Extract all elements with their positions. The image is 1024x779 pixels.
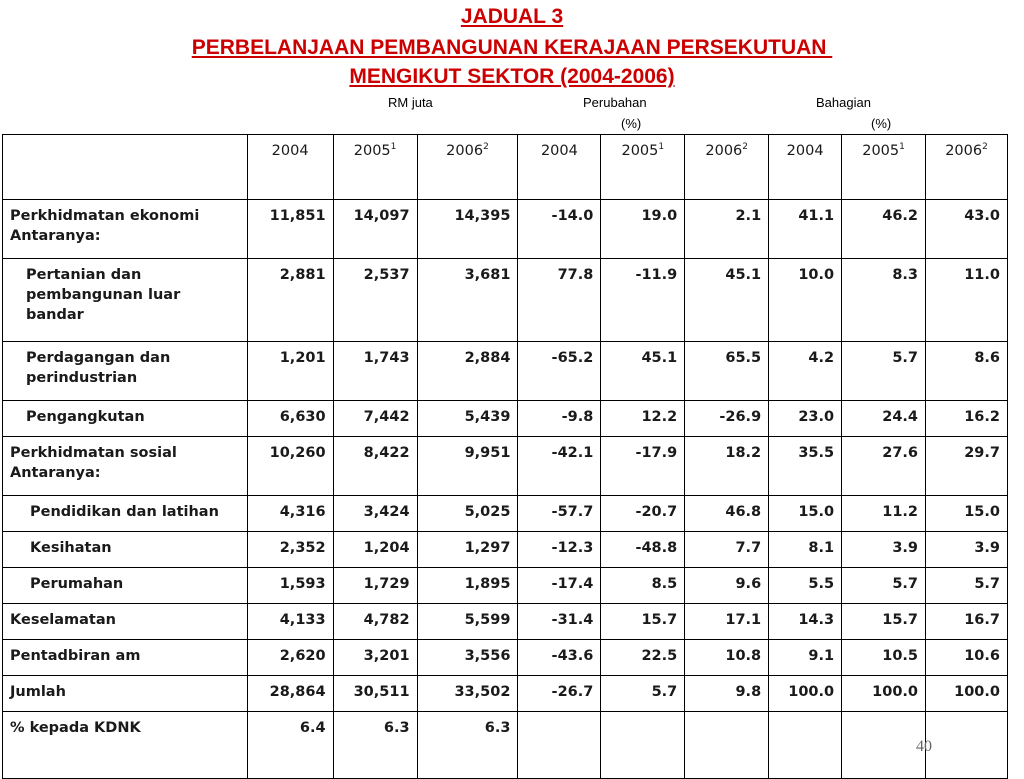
value-cell: 14,097 <box>333 200 417 259</box>
value-cell: 35.5 <box>769 437 842 496</box>
table-row <box>3 676 1008 712</box>
value-cell: 2,352 <box>247 532 333 568</box>
value-cell: 3,201 <box>333 640 417 676</box>
value-cell: -11.9 <box>601 259 685 342</box>
column-header-footnote: 1 <box>899 142 905 153</box>
value-cell: 100.0 <box>926 676 1008 712</box>
column-header-year: 2006 <box>945 143 983 159</box>
value-cell: 3.9 <box>926 532 1008 568</box>
table-row <box>3 604 1008 640</box>
value-cell: 9.1 <box>769 640 842 676</box>
value-cell: 10.8 <box>685 640 769 676</box>
value-cell: 18.2 <box>685 437 769 496</box>
rm-juta-label: RM juta <box>388 95 433 110</box>
value-cell: 11.0 <box>926 259 1008 342</box>
column-header-year: 2005 <box>353 143 391 159</box>
value-cell: -20.7 <box>601 496 685 532</box>
value-cell: 29.7 <box>926 437 1008 496</box>
column-header-year: 2004 <box>271 143 309 159</box>
bahagian-label: Bahagian <box>816 95 871 110</box>
table-subtitle-line2: MENGIKUT SEKTOR (2004-2006) <box>349 65 675 88</box>
row-label: % kepada KDNK <box>10 720 141 736</box>
value-cell: 17.1 <box>685 604 769 640</box>
value-cell: 16.2 <box>926 401 1008 437</box>
row-label-cell <box>3 342 248 401</box>
row-label-cell <box>3 568 248 604</box>
value-cell: 5.7 <box>926 568 1008 604</box>
value-cell: 2,620 <box>247 640 333 676</box>
table-row <box>3 712 1008 779</box>
table-row <box>3 401 1008 437</box>
row-label-cell <box>3 496 248 532</box>
value-cell: 43.0 <box>926 200 1008 259</box>
value-cell: 8,422 <box>333 437 417 496</box>
value-cell: 100.0 <box>769 676 842 712</box>
table-row <box>3 496 1008 532</box>
value-cell: -57.7 <box>518 496 601 532</box>
value-cell: -42.1 <box>518 437 601 496</box>
row-label-cell <box>3 640 248 676</box>
value-cell: 4,782 <box>333 604 417 640</box>
column-header <box>333 135 417 200</box>
row-label: Pentadbiran am <box>10 648 141 664</box>
value-cell: -48.8 <box>601 532 685 568</box>
value-cell: -26.7 <box>518 676 601 712</box>
value-cell: -12.3 <box>518 532 601 568</box>
value-cell <box>685 712 769 779</box>
value-cell: -31.4 <box>518 604 601 640</box>
row-label-cell <box>3 676 248 712</box>
column-header <box>247 135 333 200</box>
table-title: JADUAL 3 <box>460 5 564 28</box>
value-cell: 14.3 <box>769 604 842 640</box>
value-cell: 15.7 <box>842 604 926 640</box>
row-label: Pengangkutan <box>26 409 145 425</box>
value-cell: -9.8 <box>518 401 601 437</box>
value-cell: 5,439 <box>417 401 518 437</box>
value-cell: 5,599 <box>417 604 518 640</box>
value-cell: 2.1 <box>685 200 769 259</box>
value-cell: 45.1 <box>601 342 685 401</box>
value-cell: 24.4 <box>842 401 926 437</box>
column-header <box>926 135 1008 200</box>
row-label-cell <box>3 532 248 568</box>
perubahan-label: Perubahan <box>583 95 647 110</box>
column-header-year: 2004 <box>786 143 824 159</box>
row-label-cell <box>3 401 248 437</box>
value-cell: 11.2 <box>842 496 926 532</box>
value-cell: 15.0 <box>926 496 1008 532</box>
value-cell: 9.6 <box>685 568 769 604</box>
value-cell: 22.5 <box>601 640 685 676</box>
column-header <box>685 135 769 200</box>
row-label: Keselamatan <box>10 612 116 628</box>
value-cell: 7,442 <box>333 401 417 437</box>
column-header-footnote: 1 <box>658 142 665 153</box>
column-header-year: 2006 <box>705 143 743 159</box>
value-cell: 4.2 <box>769 342 842 401</box>
value-cell: 5.5 <box>769 568 842 604</box>
table-row <box>3 568 1008 604</box>
value-cell: 19.0 <box>601 200 685 259</box>
value-cell: 41.1 <box>769 200 842 259</box>
row-label-cell <box>3 604 248 640</box>
value-cell: 4,316 <box>247 496 333 532</box>
column-header <box>417 135 518 200</box>
value-cell: 6.3 <box>333 712 417 779</box>
column-header-year: 2005 <box>862 143 900 159</box>
value-cell: 8.1 <box>769 532 842 568</box>
table-row <box>3 640 1008 676</box>
value-cell: 3,681 <box>417 259 518 342</box>
column-header-footnote: 1 <box>390 142 397 153</box>
value-cell: 8.6 <box>926 342 1008 401</box>
value-cell: 3.9 <box>842 532 926 568</box>
value-cell: 8.5 <box>601 568 685 604</box>
value-cell: 1,204 <box>333 532 417 568</box>
value-cell: -26.9 <box>685 401 769 437</box>
value-cell: -43.6 <box>518 640 601 676</box>
value-cell: 7.7 <box>685 532 769 568</box>
value-cell: 46.8 <box>685 496 769 532</box>
value-cell <box>926 712 1008 779</box>
value-cell: 1,297 <box>417 532 518 568</box>
column-header <box>601 135 685 200</box>
header-corner-cell <box>3 135 248 200</box>
value-cell: 1,895 <box>417 568 518 604</box>
value-cell: 6.4 <box>247 712 333 779</box>
table-row <box>3 532 1008 568</box>
value-cell: 10,260 <box>247 437 333 496</box>
value-cell: 3,424 <box>333 496 417 532</box>
value-cell: 5.7 <box>601 676 685 712</box>
value-cell: 100.0 <box>842 676 926 712</box>
row-label: Pertanian dan pembangunan luar bandar <box>26 267 181 323</box>
value-cell: 10.0 <box>769 259 842 342</box>
row-label-cell <box>3 259 248 342</box>
value-cell: 28,864 <box>247 676 333 712</box>
expenditure-table <box>2 134 1008 779</box>
row-label: Jumlah <box>10 684 66 700</box>
value-cell: -14.0 <box>518 200 601 259</box>
value-cell: 33,502 <box>417 676 518 712</box>
value-cell: 45.1 <box>685 259 769 342</box>
value-cell: 30,511 <box>333 676 417 712</box>
value-cell: 1,201 <box>247 342 333 401</box>
value-cell: 27.6 <box>842 437 926 496</box>
value-cell <box>842 712 926 779</box>
column-header-year: 2006 <box>446 143 484 159</box>
table-row <box>3 200 1008 259</box>
value-cell: -17.4 <box>518 568 601 604</box>
column-header <box>518 135 601 200</box>
value-cell: 15.0 <box>769 496 842 532</box>
perubahan-unit-label: (%) <box>621 116 642 131</box>
column-header-footnote: 2 <box>742 142 749 153</box>
value-cell <box>601 712 685 779</box>
value-cell: 10.5 <box>842 640 926 676</box>
bahagian-unit-label: (%) <box>871 116 892 131</box>
table-row <box>3 259 1008 342</box>
value-cell <box>769 712 842 779</box>
row-label: Pendidikan dan latihan <box>30 504 219 520</box>
column-header-year: 2005 <box>621 143 659 159</box>
table-row <box>3 342 1008 401</box>
value-cell: 9.8 <box>685 676 769 712</box>
value-cell: 2,881 <box>247 259 333 342</box>
row-label-cell <box>3 200 248 259</box>
column-header-footnote: 2 <box>483 142 489 153</box>
value-cell: 12.2 <box>601 401 685 437</box>
value-cell: 10.6 <box>926 640 1008 676</box>
value-cell: 15.7 <box>601 604 685 640</box>
value-cell: 9,951 <box>417 437 518 496</box>
value-cell: 4,133 <box>247 604 333 640</box>
value-cell: 2,537 <box>333 259 417 342</box>
row-label: Kesihatan <box>30 540 112 556</box>
value-cell: 2,884 <box>417 342 518 401</box>
value-cell: 5,025 <box>417 496 518 532</box>
row-label-cell <box>3 712 248 779</box>
row-label: Perkhidmatan sosial Antaranya: <box>10 445 177 481</box>
value-cell <box>518 712 601 779</box>
value-cell: 5.7 <box>842 568 926 604</box>
table-row <box>3 437 1008 496</box>
row-label: Perkhidmatan ekonomi Antaranya: <box>10 208 200 244</box>
column-header <box>842 135 926 200</box>
page-number: 40 <box>916 738 932 755</box>
value-cell: 3,556 <box>417 640 518 676</box>
value-cell: 77.8 <box>518 259 601 342</box>
value-cell: 65.5 <box>685 342 769 401</box>
row-label: Perdagangan dan perindustrian <box>26 350 171 386</box>
value-cell: 46.2 <box>842 200 926 259</box>
row-label: Perumahan <box>30 576 124 592</box>
value-cell: -17.9 <box>601 437 685 496</box>
value-cell: 1,729 <box>333 568 417 604</box>
table-subtitle-line1: PERBELANJAAN PEMBANGUNAN KERAJAAN PERSEKUTUAN <box>191 36 833 59</box>
value-cell: -65.2 <box>518 342 601 401</box>
column-header-footnote: 2 <box>982 142 988 153</box>
row-label-cell <box>3 437 248 496</box>
value-cell: 8.3 <box>842 259 926 342</box>
value-cell: 5.7 <box>842 342 926 401</box>
value-cell: 23.0 <box>769 401 842 437</box>
column-header-year: 2004 <box>540 143 578 159</box>
value-cell: 16.7 <box>926 604 1008 640</box>
value-cell: 6.3 <box>417 712 518 779</box>
column-header <box>769 135 842 200</box>
value-cell: 14,395 <box>417 200 518 259</box>
value-cell: 1,593 <box>247 568 333 604</box>
value-cell: 6,630 <box>247 401 333 437</box>
value-cell: 11,851 <box>247 200 333 259</box>
table-header-row <box>3 135 1008 200</box>
value-cell: 1,743 <box>333 342 417 401</box>
